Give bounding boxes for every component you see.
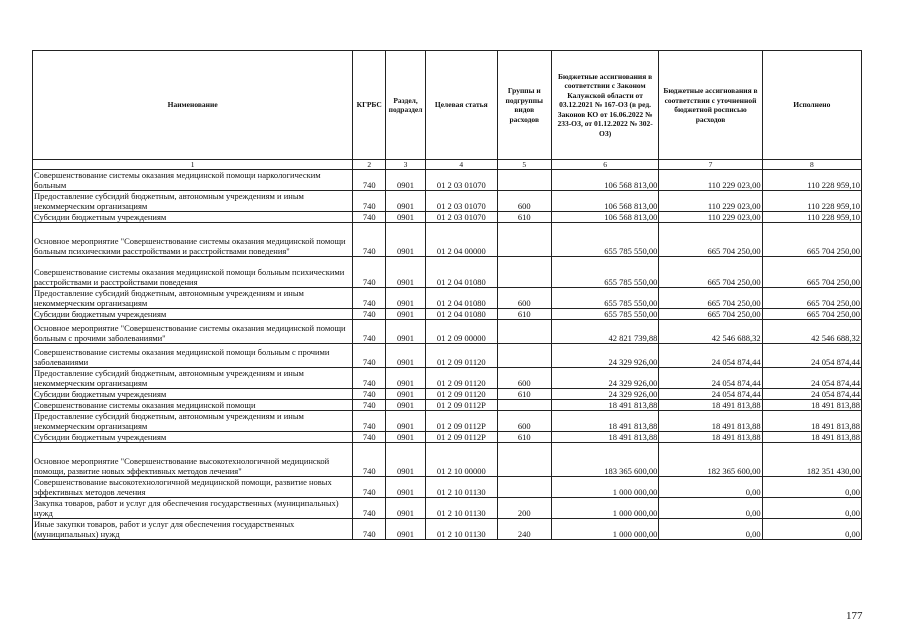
header-section: Раздел, подраздел [386,51,426,160]
page-number: 177 [846,610,863,622]
column-number: 1 [33,160,353,170]
row-target: 01 2 03 01070 [425,191,497,212]
row-executed: 0,00 [762,519,861,540]
row-executed: 42 546 688,32 [762,320,861,344]
row-target: 01 2 04 01080 [425,309,497,320]
column-number: 8 [762,160,861,170]
column-number: 2 [353,160,386,170]
row-specified: 110 229 023,00 [659,170,762,191]
row-approved: 42 821 739,88 [551,320,658,344]
row-name: Совершенствование системы оказания медицинской помощи больным с прочими заболеваниями [33,344,353,368]
row-kgrbs: 740 [353,170,386,191]
row-executed: 665 704 250,00 [762,223,861,257]
row-target: 01 2 09 01120 [425,344,497,368]
column-number: 6 [551,160,658,170]
row-group [497,443,551,477]
row-section: 0901 [386,212,426,223]
row-group: 610 [497,309,551,320]
row-executed: 665 704 250,00 [762,288,861,309]
row-kgrbs: 740 [353,519,386,540]
row-name: Субсидии бюджетным учреждениям [33,389,353,400]
row-kgrbs: 740 [353,368,386,389]
row-target: 01 2 10 01130 [425,477,497,498]
row-section: 0901 [386,411,426,432]
row-section: 0901 [386,344,426,368]
row-approved: 24 329 926,00 [551,368,658,389]
row-group [497,400,551,411]
row-specified: 665 704 250,00 [659,223,762,257]
row-name: Закупка товаров, работ и услуг для обеспечения государственных (муниципальных) нужд [33,498,353,519]
row-name: Совершенствование высокотехнологичной медицинской помощи, развитие новых эффективных методов лечения [33,477,353,498]
row-section: 0901 [386,191,426,212]
row-approved: 655 785 550,00 [551,223,658,257]
row-name: Основное мероприятие "Совершенствование системы оказания медицинской помощи больным психическими расстройствами и расстройствами поведения" [33,223,353,257]
row-specified: 665 704 250,00 [659,309,762,320]
table-row [33,257,862,288]
budget-table [32,50,862,540]
row-name: Предоставление субсидий бюджетным, автономным учреждениям и иным некоммерческим организациям [33,288,353,309]
row-executed: 665 704 250,00 [762,257,861,288]
row-section: 0901 [386,309,426,320]
row-group [497,477,551,498]
header-approved: Бюджетные ассигнования в соответствии с Законом Калужской области от 03.12.2021 № 167-ОЗ (в ред. Законов КО от 16.06.2022 № 233-ОЗ, от 01.12.2022 № 302-ОЗ) [551,51,658,160]
row-specified: 665 704 250,00 [659,288,762,309]
row-kgrbs: 740 [353,498,386,519]
row-kgrbs: 740 [353,389,386,400]
row-target: 01 2 03 01070 [425,212,497,223]
row-approved: 18 491 813,88 [551,400,658,411]
row-kgrbs: 740 [353,400,386,411]
row-target: 01 2 09 0112Р [425,400,497,411]
row-target: 01 2 09 0112Р [425,411,497,432]
row-target: 01 2 03 01070 [425,170,497,191]
table-row [33,344,862,368]
table-row [33,411,862,432]
row-group: 600 [497,288,551,309]
row-target: 01 2 10 00000 [425,443,497,477]
row-section: 0901 [386,223,426,257]
row-approved: 106 568 813,00 [551,212,658,223]
row-name: Иные закупки товаров, работ и услуг для обеспечения государственных (муниципальных) нужд [33,519,353,540]
row-name: Предоставление субсидий бюджетным, автономным учреждениям и иным некоммерческим организациям [33,368,353,389]
row-executed: 110 228 959,10 [762,212,861,223]
header-kgrbs: КГРБС [353,51,386,160]
row-section: 0901 [386,400,426,411]
row-specified: 110 229 023,00 [659,212,762,223]
row-name: Основное мероприятие "Совершенствование системы оказания медицинской помощи больным с прочими заболеваниями" [33,320,353,344]
row-executed: 24 054 874,44 [762,344,861,368]
row-specified: 0,00 [659,477,762,498]
row-kgrbs: 740 [353,309,386,320]
table-row [33,498,862,519]
table-row [33,223,862,257]
row-executed: 110 228 959,10 [762,170,861,191]
row-approved: 655 785 550,00 [551,309,658,320]
table-row [33,368,862,389]
row-group: 600 [497,411,551,432]
column-number-row [33,160,862,170]
row-group: 610 [497,212,551,223]
row-group: 600 [497,191,551,212]
header-row [33,51,862,160]
row-group: 610 [497,432,551,443]
row-name: Субсидии бюджетным учреждениям [33,432,353,443]
row-specified: 24 054 874,44 [659,389,762,400]
row-approved: 106 568 813,00 [551,170,658,191]
row-executed: 665 704 250,00 [762,309,861,320]
row-group [497,344,551,368]
row-name: Субсидии бюджетным учреждениям [33,309,353,320]
row-specified: 182 365 600,00 [659,443,762,477]
row-group [497,170,551,191]
table-row [33,170,862,191]
row-executed: 110 228 959,10 [762,191,861,212]
row-approved: 1 000 000,00 [551,498,658,519]
row-kgrbs: 740 [353,320,386,344]
row-kgrbs: 740 [353,257,386,288]
row-section: 0901 [386,257,426,288]
row-executed: 182 351 430,00 [762,443,861,477]
row-section: 0901 [386,368,426,389]
row-kgrbs: 740 [353,212,386,223]
row-specified: 42 546 688,32 [659,320,762,344]
row-executed: 18 491 813,88 [762,432,861,443]
row-section: 0901 [386,288,426,309]
row-name: Совершенствование системы оказания медицинской помощи [33,400,353,411]
row-kgrbs: 740 [353,288,386,309]
row-target: 01 2 10 01130 [425,498,497,519]
row-specified: 665 704 250,00 [659,257,762,288]
row-group [497,320,551,344]
row-specified: 24 054 874,44 [659,344,762,368]
row-target: 01 2 09 01120 [425,389,497,400]
row-target: 01 2 09 01120 [425,368,497,389]
row-kgrbs: 740 [353,411,386,432]
row-target: 01 2 04 01080 [425,257,497,288]
row-approved: 1 000 000,00 [551,519,658,540]
row-group [497,223,551,257]
row-section: 0901 [386,519,426,540]
row-approved: 18 491 813,88 [551,432,658,443]
row-target: 01 2 04 00000 [425,223,497,257]
row-executed: 18 491 813,88 [762,400,861,411]
row-executed: 24 054 874,44 [762,389,861,400]
table-row [33,309,862,320]
row-approved: 24 329 926,00 [551,344,658,368]
row-group: 600 [497,368,551,389]
table-row [33,389,862,400]
table-row [33,477,862,498]
row-section: 0901 [386,320,426,344]
row-specified: 0,00 [659,519,762,540]
table-row [33,191,862,212]
row-target: 01 2 09 00000 [425,320,497,344]
row-approved: 655 785 550,00 [551,288,658,309]
row-executed: 24 054 874,44 [762,368,861,389]
row-specified: 18 491 813,88 [659,411,762,432]
table-row [33,400,862,411]
row-specified: 110 229 023,00 [659,191,762,212]
table-row [33,432,862,443]
row-section: 0901 [386,389,426,400]
row-section: 0901 [386,432,426,443]
row-target: 01 2 10 01130 [425,519,497,540]
row-kgrbs: 740 [353,344,386,368]
row-specified: 24 054 874,44 [659,368,762,389]
header-group: Группы и подгруппы видов расходов [497,51,551,160]
table-row [33,443,862,477]
row-executed: 0,00 [762,498,861,519]
header-specified: Бюджетные ассигнования в соответствии с уточненной бюджетной росписью расходов [659,51,762,160]
column-number: 5 [497,160,551,170]
header-target: Целевая статья [425,51,497,160]
row-name: Субсидии бюджетным учреждениям [33,212,353,223]
row-approved: 18 491 813,88 [551,411,658,432]
column-number: 7 [659,160,762,170]
header-name: Наименование [33,51,353,160]
row-group: 610 [497,389,551,400]
row-section: 0901 [386,477,426,498]
row-approved: 106 568 813,00 [551,191,658,212]
row-name: Предоставление субсидий бюджетным, автономным учреждениям и иным некоммерческим организациям [33,191,353,212]
row-executed: 18 491 813,88 [762,411,861,432]
row-name: Предоставление субсидий бюджетным, автономным учреждениям и иным некоммерческим организациям [33,411,353,432]
row-specified: 18 491 813,88 [659,432,762,443]
row-target: 01 2 04 01080 [425,288,497,309]
row-kgrbs: 740 [353,443,386,477]
row-approved: 1 000 000,00 [551,477,658,498]
row-name: Совершенствование системы оказания медицинской помощи наркологическим больным [33,170,353,191]
row-approved: 655 785 550,00 [551,257,658,288]
row-approved: 183 365 600,00 [551,443,658,477]
row-section: 0901 [386,443,426,477]
row-executed: 0,00 [762,477,861,498]
row-name: Совершенствование системы оказания медицинской помощи больным психическими расстройствами и расстройствами поведения [33,257,353,288]
row-group: 240 [497,519,551,540]
row-section: 0901 [386,170,426,191]
header-executed: Исполнено [762,51,861,160]
column-number: 4 [425,160,497,170]
table-row [33,519,862,540]
row-group: 200 [497,498,551,519]
row-kgrbs: 740 [353,191,386,212]
row-specified: 0,00 [659,498,762,519]
row-group [497,257,551,288]
row-target: 01 2 09 0112Р [425,432,497,443]
row-name: Основное мероприятие "Совершенствование высокотехнологичной медицинской помощи, развитие новых эффективных методов лечения" [33,443,353,477]
table-row [33,288,862,309]
table-row [33,320,862,344]
row-specified: 18 491 813,88 [659,400,762,411]
table-body [33,170,862,540]
row-section: 0901 [386,498,426,519]
row-kgrbs: 740 [353,223,386,257]
row-kgrbs: 740 [353,432,386,443]
row-kgrbs: 740 [353,477,386,498]
column-number: 3 [386,160,426,170]
table-row [33,212,862,223]
row-approved: 24 329 926,00 [551,389,658,400]
